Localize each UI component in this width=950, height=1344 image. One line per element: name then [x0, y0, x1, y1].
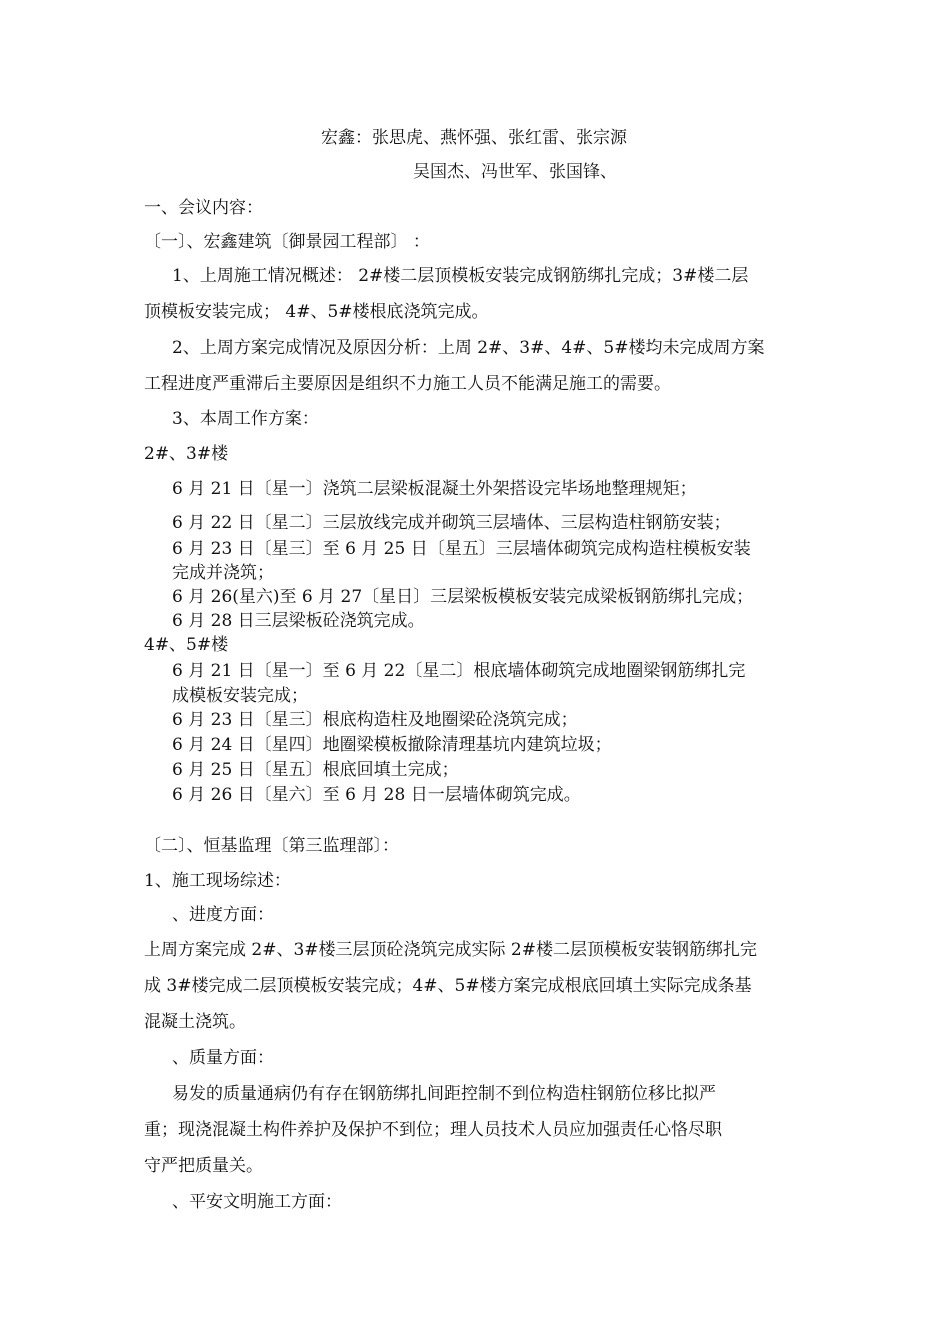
item-1-line-2: 顶模板安装完成； 4#、5#楼根底浇筑完成。 — [144, 302, 489, 322]
group-b-line-3: 6 月 24 日〔星四〕地圈梁模板撤除清理基坑内建筑垃圾； — [172, 735, 612, 755]
group-b-line-1b: 成模板安装完成； — [172, 686, 308, 706]
item-1-line-1: 1、上周施工情况概述： 2#楼二层顶模板安装完成钢筋绑扎完成；3#楼二层 — [172, 266, 749, 286]
sub2-item-1: 1、施工现场综述： — [144, 871, 291, 891]
quality-title: 、质量方面： — [172, 1048, 274, 1068]
quality-line-3: 守严把质量关。 — [144, 1156, 263, 1176]
safety-title: 、平安文明施工方面： — [172, 1192, 342, 1212]
item-2-line-1: 2、上周方案完成情况及原因分析：上周 2#、3#、4#、5#楼均未完成周方案 — [172, 338, 765, 358]
item-3: 3、本周工作方案： — [172, 409, 319, 429]
subsection-2-heading: 〔二〕、恒基监理〔第三监理部〕： — [144, 836, 399, 856]
group-b-title: 4#、5#楼 — [144, 635, 229, 655]
progress-line-3: 混凝土浇筑。 — [144, 1012, 246, 1032]
group-a-line-4: 6 月 26(星六)至 6 月 27〔星日〕三层梁板模板安装完成梁板钢筋绑扎完成； — [172, 587, 754, 607]
group-b-line-4: 6 月 25 日〔星五〕根底回填土完成； — [172, 760, 459, 780]
progress-line-2: 成 3#楼完成二层顶模板安装完成；4#、5#楼方案完成根底回填土实际完成条基 — [144, 976, 752, 996]
progress-title: 、进度方面： — [172, 905, 274, 925]
progress-line-1: 上周方案完成 2#、3#楼三层顶砼浇筑完成实际 2#楼二层顶模板安装钢筋绑扎完 — [144, 940, 757, 960]
group-a-title: 2#、3#楼 — [144, 444, 229, 464]
attendees-line-2: 吴国杰、冯世军、张国锋、 — [413, 162, 617, 182]
group-b-line-2: 6 月 23 日〔星三〕根底构造柱及地圈梁砼浇筑完成； — [172, 710, 578, 730]
group-b-line-5: 6 月 26 日〔星六〕至 6 月 28 日一层墙体砌筑完成。 — [172, 785, 581, 805]
group-a-line-3a: 6 月 23 日〔星三〕至 6 月 25 日〔星五〕三层墙体砌筑完成构造柱模板安装 — [172, 539, 751, 559]
group-a-line-5: 6 月 28 日三层梁板砼浇筑完成。 — [172, 611, 425, 631]
group-b-line-1a: 6 月 21 日〔星一〕至 6 月 22〔星二〕根底墙体砌筑完成地圈梁钢筋绑扎完 — [172, 661, 746, 681]
section-1-heading: 一、会议内容： — [144, 198, 263, 218]
subsection-1-heading: 〔一〕、宏鑫建筑〔御景园工程部〕 ： — [144, 232, 430, 252]
group-a-line-2: 6 月 22 日〔星二〕三层放线完成并砌筑三层墙体、三层构造柱钢筋安装； — [172, 513, 731, 533]
item-2-line-2: 工程进度严重滞后主要原因是组织不力施工人员不能满足施工的需要。 — [144, 374, 671, 394]
quality-line-2: 重；现浇混凝土构件养护及保护不到位；理人员技术人员应加强责任心恪尽职 — [144, 1120, 722, 1140]
attendees-line-1: 宏鑫：张思虎、燕怀强、张红雷、张宗源 — [321, 128, 627, 148]
quality-line-1: 易发的质量通病仍有存在钢筋绑扎间距控制不到位构造柱钢筋位移比拟严 — [172, 1084, 716, 1104]
group-a-line-1: 6 月 21 日〔星一〕浇筑二层梁板混凝土外架搭设完毕场地整理规矩； — [172, 479, 697, 499]
group-a-line-3b: 完成并浇筑； — [172, 563, 274, 583]
